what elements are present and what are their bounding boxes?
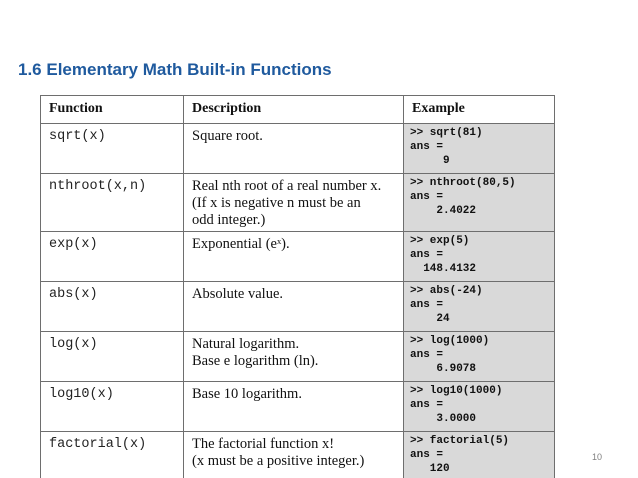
example-cell bbox=[404, 432, 555, 478]
slide-title: 1.6 Elementary Math Built-in Functions bbox=[18, 60, 332, 79]
example-ans: ans = bbox=[410, 399, 444, 411]
functions-table bbox=[40, 95, 555, 478]
example-cell bbox=[404, 332, 555, 382]
example-value: 2.4022 bbox=[410, 205, 477, 217]
table-row bbox=[41, 174, 555, 232]
example-command: >> nthroot(80,5) bbox=[410, 177, 516, 189]
function-name: nthroot(x,n) bbox=[49, 179, 147, 194]
function-name: sqrt(x) bbox=[49, 129, 106, 144]
table-row bbox=[41, 232, 555, 282]
description-cell bbox=[184, 432, 404, 478]
function-cell bbox=[41, 282, 184, 332]
example-value: 6.9078 bbox=[410, 363, 477, 375]
description-cell bbox=[184, 382, 404, 432]
description-cell bbox=[184, 332, 404, 382]
example-command: >> exp(5) bbox=[410, 235, 470, 247]
example-ans: ans = bbox=[410, 449, 444, 461]
example-command: >> log10(1000) bbox=[410, 385, 503, 397]
function-cell bbox=[41, 382, 184, 432]
example-command: >> log(1000) bbox=[410, 335, 490, 347]
example-value: 9 bbox=[410, 155, 450, 167]
table-row bbox=[41, 332, 555, 382]
example-ans: ans = bbox=[410, 249, 444, 261]
header-example: Example bbox=[404, 96, 555, 124]
function-name: log(x) bbox=[49, 337, 98, 352]
description-cell bbox=[184, 282, 404, 332]
function-cell bbox=[41, 174, 184, 232]
example-ans: ans = bbox=[410, 349, 444, 361]
example-cell bbox=[404, 174, 555, 232]
example-cell bbox=[404, 124, 555, 174]
example-command: >> factorial(5) bbox=[410, 435, 510, 447]
function-cell bbox=[41, 432, 184, 478]
description-cell bbox=[184, 124, 404, 174]
page-number: 10 bbox=[592, 452, 603, 462]
example-command: >> sqrt(81) bbox=[410, 127, 483, 139]
description-line: Natural logarithm. bbox=[192, 336, 300, 352]
header-function: Function bbox=[41, 96, 184, 124]
description-line: Exponential (eˣ). bbox=[192, 236, 290, 252]
example-value: 3.0000 bbox=[410, 413, 477, 425]
description-line: Base e logarithm (ln). bbox=[192, 353, 319, 369]
header-description: Description bbox=[184, 96, 404, 124]
function-name: log10(x) bbox=[49, 387, 114, 402]
description-line: Square root. bbox=[192, 128, 263, 144]
example-cell bbox=[404, 232, 555, 282]
example-cell bbox=[404, 382, 555, 432]
table-header-row bbox=[41, 96, 555, 124]
description-line: Base 10 logarithm. bbox=[192, 386, 302, 402]
function-name: exp(x) bbox=[49, 237, 98, 252]
function-name: abs(x) bbox=[49, 287, 98, 302]
description-line: Real nth root of a real number x. bbox=[192, 178, 382, 194]
function-cell bbox=[41, 332, 184, 382]
description-cell bbox=[184, 232, 404, 282]
example-cell bbox=[404, 282, 555, 332]
example-value: 24 bbox=[410, 313, 450, 325]
description-line: (If x is negative n must be an bbox=[192, 195, 361, 211]
description-line: odd integer.) bbox=[192, 212, 266, 228]
table-row bbox=[41, 432, 555, 478]
example-ans: ans = bbox=[410, 299, 444, 311]
table-row bbox=[41, 124, 555, 174]
function-cell bbox=[41, 232, 184, 282]
table-row bbox=[41, 382, 555, 432]
example-ans: ans = bbox=[410, 191, 444, 203]
description-cell bbox=[184, 174, 404, 232]
example-command: >> abs(-24) bbox=[410, 285, 483, 297]
description-line: Absolute value. bbox=[192, 286, 284, 302]
description-line: The factorial function x! bbox=[192, 436, 335, 452]
function-cell bbox=[41, 124, 184, 174]
function-name: factorial(x) bbox=[49, 437, 147, 452]
example-value: 148.4132 bbox=[410, 263, 477, 275]
example-ans: ans = bbox=[410, 141, 444, 153]
example-value: 120 bbox=[410, 463, 450, 475]
table-row bbox=[41, 282, 555, 332]
description-line: (x must be a positive integer.) bbox=[192, 453, 365, 469]
